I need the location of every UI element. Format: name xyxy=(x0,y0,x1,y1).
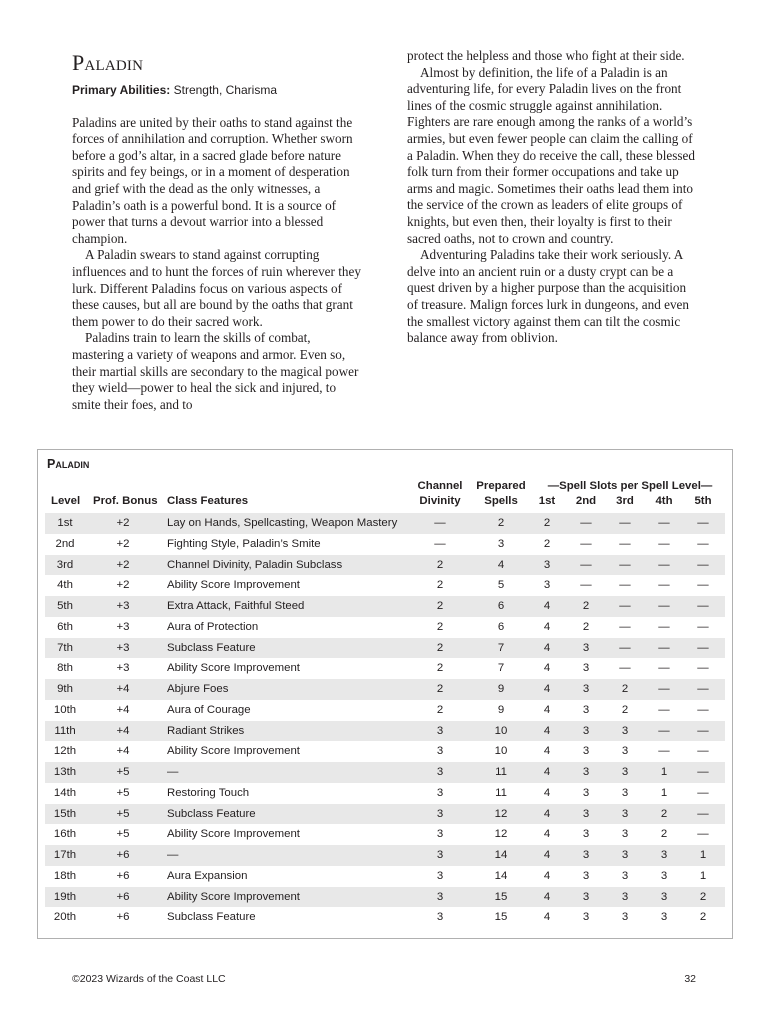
cell-class-features: Restoring Touch xyxy=(167,786,250,799)
cell-level: 19th xyxy=(53,890,77,903)
cell-prof-bonus: +5 xyxy=(116,766,130,778)
paragraph: Paladins are united by their oaths to stand against the forces of annihilation and corruption. Whether sworn before a god’s altar, in a sacred glade before nature spirits and fey beings, or in a moment of desperation and grief with the dead as the only witnesses, a Paladin’s oath is a powerful bond. It is a source of power that turns a devout warrior into a blessed champion. xyxy=(72,114,353,246)
cell-slot-2nd: 3 xyxy=(582,890,590,903)
cell-channel-divinity: 3 xyxy=(436,766,444,778)
cell-slot-2nd: 3 xyxy=(582,662,590,675)
cell-slot-3rd: 3 xyxy=(621,745,629,758)
cell-channel-divinity: 3 xyxy=(436,745,444,758)
cell-prepared-spells: 7 xyxy=(497,662,505,675)
cell-slot-3rd: 3 xyxy=(621,766,629,778)
cell-slot-5th: — xyxy=(697,558,709,571)
cell-slot-1st: 4 xyxy=(543,890,551,903)
cell-slot-5th: — xyxy=(697,620,709,633)
header-channel-divinity xyxy=(410,479,470,509)
cell-slot-2nd: 3 xyxy=(582,724,590,737)
cell-class-features: Ability Score Improvement xyxy=(167,745,300,758)
table-row xyxy=(45,679,725,700)
table-row xyxy=(45,513,725,534)
cell-channel-divinity: 3 xyxy=(436,849,444,861)
cell-slot-5th: — xyxy=(697,517,709,529)
cell-prepared-spells: 3 xyxy=(497,537,505,550)
cell-prof-bonus: +5 xyxy=(116,828,130,841)
cell-slot-1st: 3 xyxy=(543,579,551,592)
table-body xyxy=(45,513,725,928)
cell-channel-divinity: — xyxy=(434,517,446,529)
cell-slot-1st: 4 xyxy=(543,600,551,612)
cell-slot-5th: — xyxy=(697,703,709,716)
cell-class-features: Ability Score Improvement xyxy=(167,662,300,675)
cell-prof-bonus: +2 xyxy=(116,558,130,571)
cell-level: 18th xyxy=(53,869,77,882)
cell-prepared-spells: 15 xyxy=(494,890,508,903)
paladin-table xyxy=(37,449,733,939)
cell-slot-2nd: 3 xyxy=(582,745,590,758)
table-row xyxy=(45,638,725,659)
cell-slot-3rd: — xyxy=(619,620,631,633)
cell-class-features: Subclass Feature xyxy=(167,641,256,654)
header-prepared-spells xyxy=(471,479,531,509)
cell-slot-3rd: 3 xyxy=(621,869,629,882)
table-row xyxy=(45,907,725,928)
cell-level: 16th xyxy=(53,828,77,841)
cell-channel-divinity: 3 xyxy=(436,786,444,799)
cell-slot-1st: 4 xyxy=(543,807,551,820)
cell-class-features: Extra Attack, Faithful Steed xyxy=(167,600,305,612)
cell-slot-2nd: 3 xyxy=(582,849,590,861)
cell-prepared-spells: 12 xyxy=(494,807,508,820)
cell-slot-2nd: 3 xyxy=(582,703,590,716)
cell-slot-5th: — xyxy=(697,807,709,820)
cell-slot-3rd: — xyxy=(619,662,631,675)
paragraph: protect the helpless and those who fight at their side. xyxy=(407,48,685,63)
cell-class-features: Radiant Strikes xyxy=(167,724,245,737)
cell-slot-1st: 4 xyxy=(543,745,551,758)
cell-class-features: — xyxy=(167,766,179,778)
cell-slot-3rd: 3 xyxy=(621,807,629,820)
cell-slot-3rd: — xyxy=(619,517,631,529)
cell-prof-bonus: +3 xyxy=(116,662,130,675)
cell-prof-bonus: +2 xyxy=(116,579,130,592)
cell-slot-3rd: — xyxy=(619,579,631,592)
cell-slot-5th: — xyxy=(697,662,709,675)
header-slot-3rd: 3rd xyxy=(616,495,634,507)
cell-slot-3rd: 3 xyxy=(621,890,629,903)
cell-prof-bonus: +5 xyxy=(116,807,130,820)
cell-slot-2nd: — xyxy=(580,517,592,529)
cell-slot-4th: — xyxy=(658,537,670,550)
cell-slot-1st: 4 xyxy=(543,620,551,633)
cell-slot-5th: 1 xyxy=(699,849,707,861)
cell-level: 14th xyxy=(53,786,77,799)
cell-prepared-spells: 2 xyxy=(497,517,505,529)
cell-prepared-spells: 11 xyxy=(495,786,507,799)
cell-prepared-spells: 11 xyxy=(495,766,507,778)
paragraph: Paladins train to learn the skills of combat, mastering a variety of weapons and armor. Even so, their martial skills are secondary to the magical power they wield—power to heal the sick and injured, to smite their foes, and to xyxy=(72,330,359,412)
cell-slot-4th: 2 xyxy=(660,828,668,841)
cell-slot-5th: — xyxy=(697,724,709,737)
left-column xyxy=(72,47,364,413)
cell-slot-3rd: — xyxy=(619,537,631,550)
table-row xyxy=(45,596,725,617)
cell-channel-divinity: 3 xyxy=(436,911,444,924)
cell-slot-4th: 1 xyxy=(660,786,668,799)
cell-level: 2nd xyxy=(55,537,75,550)
cell-slot-4th: — xyxy=(658,662,670,675)
cell-class-features: Aura of Protection xyxy=(167,620,259,633)
cell-slot-3rd: 3 xyxy=(621,786,629,799)
cell-level: 8th xyxy=(57,662,73,675)
paragraph: Almost by definition, the life of a Paladin is an adventuring life, for every Paladin lives on the front lines of the cosmic struggle against annihilation. Fighters are rare enough among the ranks of a world’s armies, but even fewer people can claim the calling of a Paladin. When they do receive the call, these blessed folk turn from their former occupations and take up arms and magic. Sometimes their oaths lead them into the service of the crown as leaders of elite groups of knights, but even then, their loyalty is first to their sacred oaths, not to crown and country. xyxy=(407,64,695,246)
cell-slot-2nd: — xyxy=(580,558,592,571)
cell-channel-divinity: 2 xyxy=(436,703,444,716)
cell-prepared-spells: 10 xyxy=(494,745,508,758)
cell-slot-5th: — xyxy=(697,641,709,654)
cell-class-features: Channel Divinity, Paladin Subclass xyxy=(167,558,343,571)
table-title: Paladin xyxy=(47,457,90,471)
header-slot-1st: 1st xyxy=(538,495,556,507)
cell-class-features: Ability Score Improvement xyxy=(167,890,300,903)
header-class-features: Class Features xyxy=(167,495,249,507)
cell-slot-3rd: 2 xyxy=(621,703,629,716)
cell-channel-divinity: 3 xyxy=(436,828,444,841)
cell-level: 11th xyxy=(54,724,76,737)
cell-prepared-spells: 4 xyxy=(497,558,505,571)
header-prof-bonus: Prof. Bonus xyxy=(93,495,158,507)
cell-class-features: Abjure Foes xyxy=(167,683,229,695)
cell-slot-1st: 4 xyxy=(543,828,551,841)
table-row xyxy=(45,700,725,721)
table-row xyxy=(45,866,725,887)
cell-level: 10th xyxy=(53,703,77,716)
cell-slot-2nd: 3 xyxy=(582,786,590,799)
cell-slot-4th: 3 xyxy=(660,849,668,861)
cell-channel-divinity: — xyxy=(434,537,446,550)
table-row xyxy=(45,762,725,783)
cell-prepared-spells: 10 xyxy=(494,724,508,737)
cell-level: 1st xyxy=(57,517,73,529)
cell-class-features: Aura of Courage xyxy=(167,703,251,716)
primary-abilities-value: Strength, Charisma xyxy=(173,83,277,97)
cell-slot-5th: — xyxy=(697,745,709,758)
cell-slot-1st: 4 xyxy=(543,662,551,675)
cell-slot-1st: 2 xyxy=(543,537,551,550)
table-row xyxy=(45,887,725,908)
cell-slot-2nd: 2 xyxy=(582,620,590,633)
cell-slot-4th: — xyxy=(658,620,670,633)
cell-channel-divinity: 2 xyxy=(436,600,444,612)
cell-slot-1st: 4 xyxy=(543,703,551,716)
cell-channel-divinity: 2 xyxy=(436,641,444,654)
cell-slot-1st: 4 xyxy=(543,911,551,924)
header-spell-slots: —Spell Slots per Spell Level— xyxy=(547,480,713,492)
cell-slot-4th: — xyxy=(658,703,670,716)
cell-channel-divinity: 3 xyxy=(436,890,444,903)
cell-class-features: Lay on Hands, Spellcasting, Weapon Mastery xyxy=(167,517,398,529)
header-slot-5th: 5th xyxy=(694,495,712,507)
cell-slot-5th: — xyxy=(697,766,709,778)
cell-slot-5th: — xyxy=(697,537,709,550)
cell-slot-4th: — xyxy=(658,600,670,612)
cell-level: 13th xyxy=(53,766,77,778)
header-channel-line1: Channel xyxy=(417,480,463,492)
cell-class-features: — xyxy=(167,849,179,861)
table-row xyxy=(45,658,725,679)
primary-abilities xyxy=(72,82,364,99)
cell-class-features: Fighting Style, Paladin’s Smite xyxy=(167,537,321,550)
cell-level: 12th xyxy=(53,745,77,758)
cell-level: 7th xyxy=(57,641,73,654)
cell-slot-5th: 2 xyxy=(699,911,707,924)
cell-slot-4th: — xyxy=(658,517,670,529)
cell-prof-bonus: +3 xyxy=(116,620,130,633)
cell-prof-bonus: +5 xyxy=(116,786,130,799)
table-row xyxy=(45,804,725,825)
cell-channel-divinity: 2 xyxy=(436,683,444,695)
cell-prof-bonus: +4 xyxy=(116,745,130,758)
cell-prof-bonus: +4 xyxy=(116,724,130,737)
cell-prof-bonus: +6 xyxy=(116,890,130,903)
cell-level: 20th xyxy=(53,911,77,924)
cell-prepared-spells: 14 xyxy=(494,869,508,882)
cell-level: 4th xyxy=(57,579,73,592)
cell-slot-4th: — xyxy=(658,579,670,592)
cell-slot-4th: 3 xyxy=(660,911,668,924)
cell-slot-3rd: — xyxy=(619,558,631,571)
cell-prof-bonus: +3 xyxy=(116,600,130,612)
table-row xyxy=(45,741,725,762)
header-prepared-line1: Prepared xyxy=(476,480,526,492)
cell-prepared-spells: 15 xyxy=(494,911,508,924)
header-channel-line2: Divinity xyxy=(419,495,461,507)
cell-slot-4th: 1 xyxy=(660,766,668,778)
cell-prepared-spells: 12 xyxy=(494,828,508,841)
page-title: Paladin xyxy=(72,50,144,75)
cell-slot-5th: — xyxy=(697,828,709,841)
cell-channel-divinity: 2 xyxy=(436,579,444,592)
cell-prepared-spells: 5 xyxy=(497,579,505,592)
cell-slot-5th: — xyxy=(697,683,709,695)
cell-prof-bonus: +6 xyxy=(116,911,130,924)
header-prepared-line2: Spells xyxy=(484,495,518,507)
cell-slot-3rd: — xyxy=(619,600,631,612)
cell-level: 15th xyxy=(53,807,77,820)
cell-slot-5th: 2 xyxy=(699,890,707,903)
cell-slot-2nd: 3 xyxy=(582,683,590,695)
cell-prepared-spells: 14 xyxy=(494,849,508,861)
cell-slot-2nd: 2 xyxy=(582,600,590,612)
cell-slot-3rd: 3 xyxy=(621,828,629,841)
cell-slot-1st: 4 xyxy=(543,766,551,778)
cell-channel-divinity: 3 xyxy=(436,869,444,882)
cell-channel-divinity: 3 xyxy=(436,724,444,737)
cell-class-features: Ability Score Improvement xyxy=(167,579,300,592)
cell-prof-bonus: +6 xyxy=(116,869,130,882)
cell-slot-2nd: — xyxy=(580,579,592,592)
cell-prepared-spells: 9 xyxy=(497,683,505,695)
cell-slot-1st: 4 xyxy=(543,849,551,861)
paragraph: Adventuring Paladins take their work seriously. A delve into an ancient ruin or a dusty crypt can be a quest driven by a higher purpose than the acquisition of treasure. Malign forces lurk in dungeons, and even the smallest victory against them can tilt the cosmic balance away from oblivion. xyxy=(407,247,689,346)
cell-class-features: Aura Expansion xyxy=(167,869,248,882)
cell-channel-divinity: 3 xyxy=(436,807,444,820)
cell-level: 17th xyxy=(53,849,77,861)
cell-prof-bonus: +3 xyxy=(116,641,130,654)
cell-slot-4th: — xyxy=(658,641,670,654)
table-row xyxy=(45,575,725,596)
cell-level: 5th xyxy=(57,600,73,612)
header-slot-2nd: 2nd xyxy=(575,495,597,507)
cell-slot-5th: — xyxy=(697,786,709,799)
footer-page-number: 32 xyxy=(684,973,696,985)
cell-slot-4th: 3 xyxy=(660,890,668,903)
header-slot-4th: 4th xyxy=(655,495,673,507)
table-row xyxy=(45,845,725,866)
cell-prof-bonus: +2 xyxy=(116,537,130,550)
primary-abilities-label: Primary Abilities: xyxy=(72,83,171,97)
cell-channel-divinity: 2 xyxy=(436,620,444,633)
cell-prof-bonus: +4 xyxy=(116,683,130,695)
table-row xyxy=(45,783,725,804)
cell-slot-1st: 4 xyxy=(543,786,551,799)
table-row xyxy=(45,617,725,638)
cell-slot-5th: 1 xyxy=(699,869,707,882)
table-row xyxy=(45,824,725,845)
cell-slot-1st: 4 xyxy=(543,683,551,695)
cell-prof-bonus: +4 xyxy=(116,703,130,716)
cell-slot-2nd: 3 xyxy=(582,828,590,841)
paragraph: A Paladin swears to stand against corrupting influences and to hunt the forces of ruin wherever they lurk. Different Paladins focus on various aspects of these causes, but all are bound by the oaths that grant them power to do their sacred work. xyxy=(72,247,361,329)
cell-slot-1st: 2 xyxy=(543,517,551,529)
cell-class-features: Subclass Feature xyxy=(167,911,256,924)
cell-slot-2nd: 3 xyxy=(582,766,590,778)
cell-level: 9th xyxy=(57,683,73,695)
cell-prepared-spells: 6 xyxy=(497,620,505,633)
cell-channel-divinity: 2 xyxy=(436,558,444,571)
cell-slot-1st: 4 xyxy=(543,724,551,737)
table-row xyxy=(45,555,725,576)
cell-slot-2nd: — xyxy=(580,537,592,550)
cell-level: 3rd xyxy=(56,558,74,571)
cell-slot-4th: 3 xyxy=(660,869,668,882)
table-row xyxy=(45,534,725,555)
cell-slot-2nd: 3 xyxy=(582,807,590,820)
cell-slot-3rd: 3 xyxy=(621,911,629,924)
cell-level: 6th xyxy=(57,620,73,633)
cell-slot-3rd: 2 xyxy=(621,683,629,695)
cell-slot-1st: 3 xyxy=(543,558,551,571)
cell-slot-3rd: — xyxy=(619,641,631,654)
cell-slot-3rd: 3 xyxy=(621,849,629,861)
cell-slot-2nd: 3 xyxy=(582,869,590,882)
table-row xyxy=(45,721,725,742)
cell-prof-bonus: +6 xyxy=(116,849,130,861)
cell-slot-1st: 4 xyxy=(543,641,551,654)
cell-prepared-spells: 6 xyxy=(497,600,505,612)
cell-channel-divinity: 2 xyxy=(436,662,444,675)
cell-prepared-spells: 7 xyxy=(497,641,505,654)
cell-class-features: Ability Score Improvement xyxy=(167,828,300,841)
cell-slot-4th: — xyxy=(658,558,670,571)
footer-copyright: ©2023 Wizards of the Coast LLC xyxy=(72,973,226,985)
cell-slot-4th: — xyxy=(658,745,670,758)
cell-slot-1st: 4 xyxy=(543,869,551,882)
cell-slot-4th: — xyxy=(658,683,670,695)
cell-slot-3rd: 3 xyxy=(621,724,629,737)
right-column xyxy=(407,48,699,347)
cell-slot-5th: — xyxy=(697,579,709,592)
cell-slot-5th: — xyxy=(697,600,709,612)
cell-prepared-spells: 9 xyxy=(497,703,505,716)
cell-slot-2nd: 3 xyxy=(582,911,590,924)
cell-slot-4th: — xyxy=(658,724,670,737)
header-level: Level xyxy=(51,495,81,507)
cell-slot-2nd: 3 xyxy=(582,641,590,654)
cell-class-features: Subclass Feature xyxy=(167,807,256,820)
cell-prof-bonus: +2 xyxy=(116,517,130,529)
cell-slot-4th: 2 xyxy=(660,807,668,820)
